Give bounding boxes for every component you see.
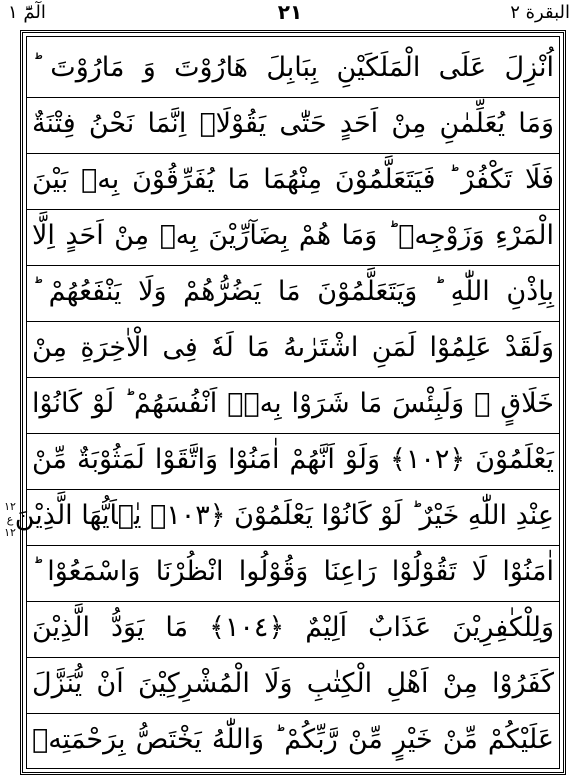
text-line-2: وَمَا يُعَلِّمٰنِ مِنْ اَحَدٍ حَتّٰى يَقُوْلَاۤ اِنَّمَا نَحْنُ فِتْنَةٌ (32, 108, 554, 139)
text-line-7: خَلَاقٍ ۛ وَلَبِئْسَ مَا شَرَوْا بِهٖۤ اَنْفُسَهُمْ ؕ لَوْ كَانُوْا (32, 388, 554, 419)
text-line-5: بِاِذْنِ اللّٰهِ ؕ وَيَتَعَلَّمُوْنَ مَا يَضُرُّهُمْ وَلَا يَنْفَعُهُمْ ؕ (32, 276, 554, 307)
text-line-8: يَعْلَمُوْنَ ﴿١٠٢﴾ وَلَوْ اَنَّهُمْ اٰمَنُوْا وَاتَّقَوْا لَمَثُوْبَةٌ مِّنْ (32, 444, 554, 475)
text-line-4: الْمَرْءِ وَزَوْجِهٖ ؕ وَمَا هُمْ بِضَآرِّيْنَ بِهٖ مِنْ اَحَدٍ اِلَّا (32, 220, 554, 251)
text-line-6: وَلَقَدْ عَلِمُوْا لَمَنِ اشْتَرٰىهُ مَا لَهٗ فِى الْاٰخِرَةِ مِنْ (32, 332, 554, 363)
page-header (0, 0, 579, 30)
text-line-10: اٰمَنُوْا لَا تَقُوْلُوْا رَاعِنَا وَقُوْلُوا انْظُرْنَا وَاسْمَعُوْا ؕ (32, 556, 554, 587)
para-name: الٓمّٓ ١ (8, 2, 46, 23)
surah-name: البقرة ٢ (510, 2, 570, 23)
text-line-3: فَلَا تَكْفُرْ ؕ فَيَتَعَلَّمُوْنَ مِنْهُمَا مَا يُفَرِّقُوْنَ بِهٖ بَيْنَ (32, 164, 554, 195)
text-line-12: كَفَرُوْا مِنْ اَهْلِ الْكِتٰبِ وَلَا الْمُشْرِكِيْنَ اَنْ يُّنَزَّلَ (32, 668, 554, 699)
text-line-1: اُنْزِلَ عَلَى الْمَلَكَيْنِ بِبَابِلَ هَارُوْتَ وَ مَارُوْتَ ؕ (32, 52, 554, 83)
page-number: ٢١ (277, 0, 303, 24)
text-line-9: عِنْدِ اللّٰهِ خَيْرٌ ؕ لَوْ كَانُوْا يَعْلَمُوْنَ ﴿١٠٣﴾ يٰۤاَيُّهَا الَّذِيْنَ (14, 500, 554, 531)
text-line-13: عَلَيْكُمْ مِّنْ خَيْرٍ مِّنْ رَّبِّكُمْ ؕ وَاللّٰهُ يَخْتَصُّ بِرَحْمَتِهٖ (32, 724, 554, 755)
ruku-marker: ١٢ ع ١٢ (4, 500, 16, 539)
text-line-11: وَلِلْكٰفِرِيْنَ عَذَابٌ اَلِيْمٌ ﴿١٠٤﴾ مَا يَوَدُّ الَّذِيْنَ (32, 612, 554, 643)
